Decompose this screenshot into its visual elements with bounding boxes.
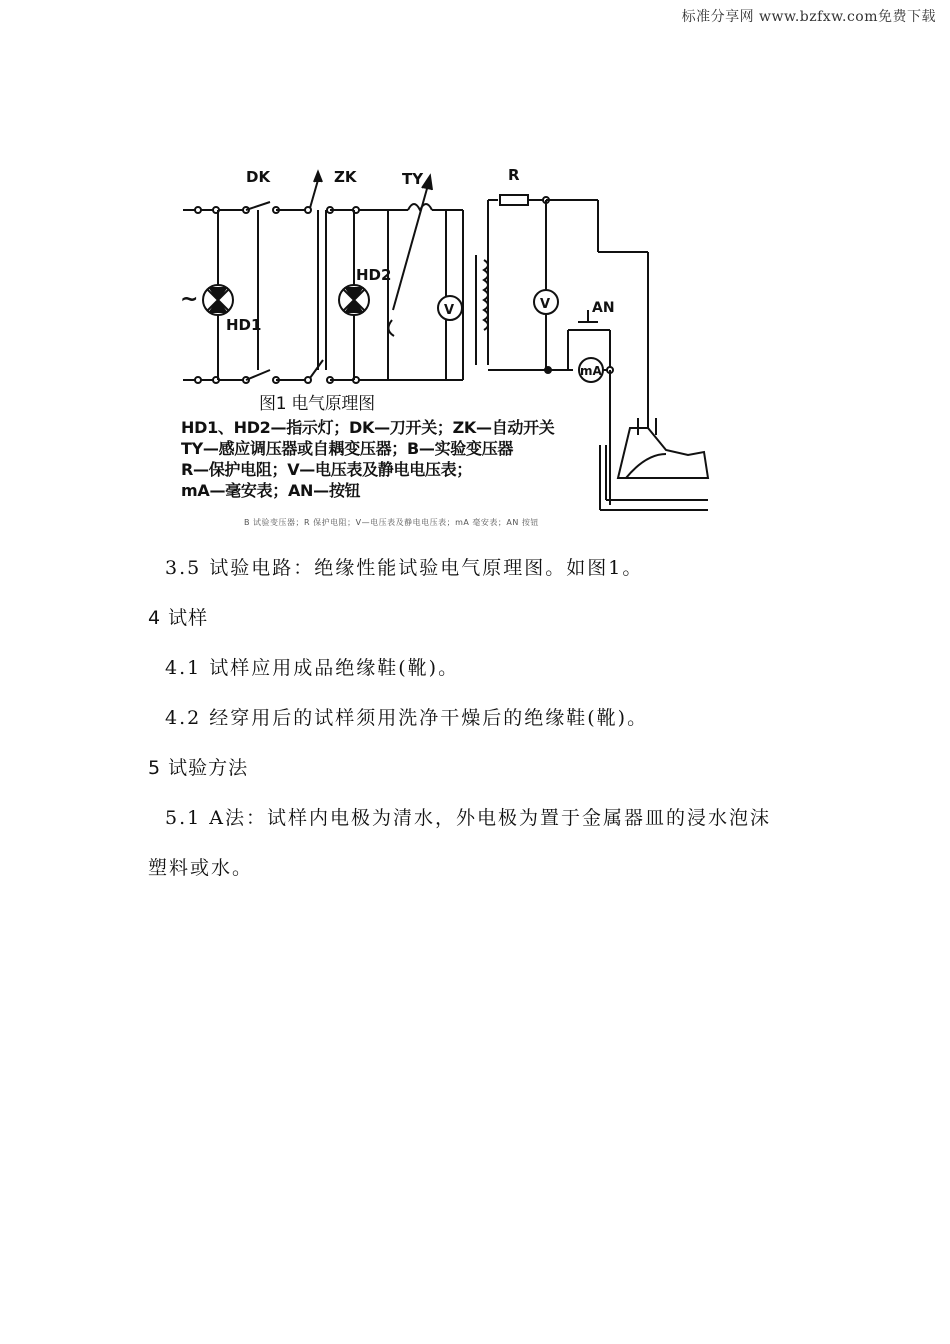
section-heading-4: 4 试样 xyxy=(148,607,209,629)
an-label: AN xyxy=(592,300,615,316)
hd1-label: HD1 xyxy=(226,316,262,334)
ac-symbol: ~ xyxy=(180,287,199,312)
legend-line-4: mA—毫安表；AN—按钮 xyxy=(181,481,361,500)
hd2-label: HD2 xyxy=(356,266,392,284)
figure-faint-note: B 试验变压器；R 保护电阻；V—电压表及静电电压表；mA 毫安表；AN 按钮 xyxy=(244,518,539,527)
section-heading-5: 5 试验方法 xyxy=(148,757,249,779)
legend-line-2: TY—感应调压器或自耦变压器；B—实验变压器 xyxy=(181,439,514,458)
v-meter-label: V xyxy=(444,303,455,318)
paragraph-5-1: 5.1 A法：试样内电极为清水，外电极为置于金属器皿的浸水泡沫 xyxy=(165,807,771,829)
dk-label: DK xyxy=(246,168,271,186)
ma-meter-label: mA xyxy=(580,364,602,378)
paragraph-3-5: 3.5 试验电路：绝缘性能试验电气原理图。如图1。 xyxy=(165,557,644,579)
legend-line-3: R—保护电阻；V—电压表及静电电压表； xyxy=(181,460,473,479)
ty-label: TY xyxy=(402,170,424,188)
zk-label: ZK xyxy=(334,168,357,186)
figure-caption: 图1 电气原理图 xyxy=(259,394,375,414)
paragraph-4-1: 4.1 试样应用成品绝缘鞋(靴)。 xyxy=(165,657,460,679)
paragraph-4-2: 4.2 经穿用后的试样须用洗净干燥后的绝缘鞋(靴)。 xyxy=(165,707,649,729)
paragraph-5-1-cont: 塑料或水。 xyxy=(148,857,254,879)
legend-line-1: HD1、HD2—指示灯；DK—刀开关；ZK—自动开关 xyxy=(181,418,555,437)
v-meter-2-label: V xyxy=(540,297,551,312)
watermark: 标准分享网 www.bzfxw.com免费下载 xyxy=(681,9,936,25)
r-label: R xyxy=(508,166,520,184)
figure-legend xyxy=(181,394,555,501)
